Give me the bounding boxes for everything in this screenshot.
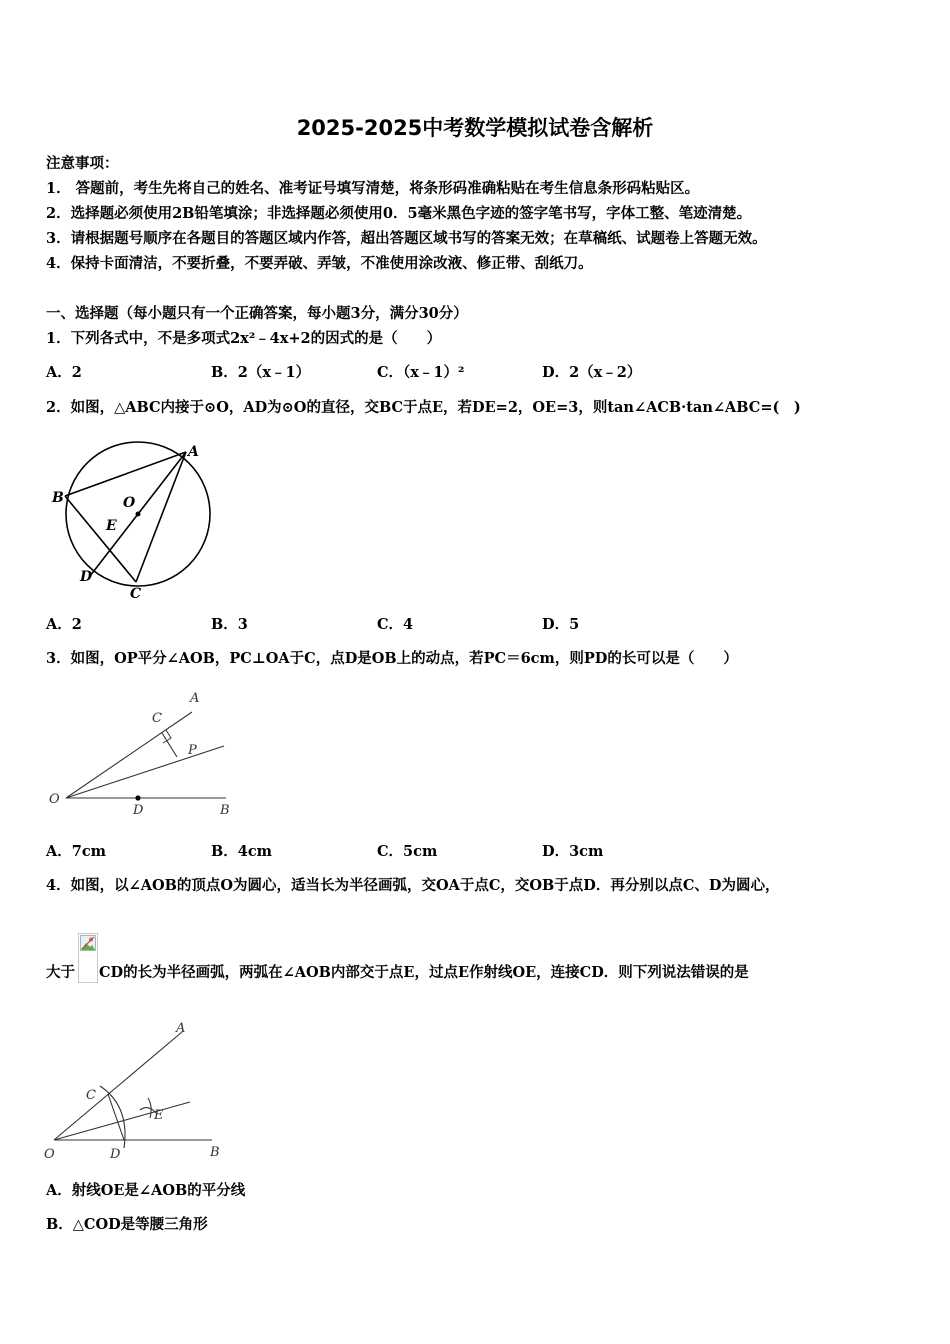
- question-4-stem-prefix: 大于: [46, 964, 75, 981]
- q4-label-e: E: [154, 1108, 164, 1123]
- q2-label-d: D: [80, 569, 93, 585]
- q4-figure: [40, 1014, 240, 1168]
- broken-image-icon: [78, 933, 98, 983]
- notice-item: 1． 答题前，考生先将自己的姓名、准考证号填写清楚，将条形码准确粘贴在考生信息条形码粘贴区。: [46, 180, 700, 197]
- question-4-stem: 4．如图，以∠AOB的顶点O为圆心，适当长为半径画弧，交OA于点C，交OB于点D．再分别以点C、D为圆心，: [46, 877, 780, 894]
- q3-label-p: P: [188, 743, 197, 758]
- q4-label-c: C: [86, 1088, 96, 1103]
- q3-option-b: B．4cm: [211, 843, 273, 860]
- notice-item: 4．保持卡面清洁，不要折叠，不要弄破、弄皱，不准使用涂改液、修正带、刮纸刀。: [46, 255, 593, 272]
- q2-label-e: E: [106, 518, 117, 534]
- q3-label-o: O: [49, 792, 60, 807]
- question-3-stem: 3．如图，OP平分∠AOB，PC⊥OA于C，点D是OB上的动点，若PC＝6cm，则PD的长可以是（ ）: [46, 650, 738, 667]
- q3-figure: [40, 684, 250, 828]
- q2-option-c: C．4: [377, 616, 414, 633]
- q2-option-b: B．3: [211, 616, 248, 633]
- q3-label-a: A: [190, 691, 200, 706]
- q2-figure: [40, 432, 230, 606]
- notice-heading: 注意事项：: [46, 155, 119, 172]
- notice-item: 2．选择题必须使用2B铅笔填涂；非选择题必须使用0．5毫米黑色字迹的签字笔书写，字体工整、笔迹清楚。: [46, 205, 752, 222]
- q2-label-b: B: [52, 490, 64, 506]
- q1-option-b: B．2（x﹣1）: [211, 364, 311, 381]
- q2-label-c: C: [130, 586, 142, 602]
- q3-label-b: B: [220, 803, 230, 818]
- q3-label-d: D: [133, 803, 144, 818]
- q3-option-d: D．3cm: [542, 843, 604, 860]
- q2-option-d: D．5: [542, 616, 580, 633]
- q1-option-c: C．（x﹣1）²: [377, 364, 465, 381]
- q4-label-o: O: [44, 1147, 55, 1162]
- q3-option-a: A．7cm: [46, 843, 107, 860]
- q4-label-d: D: [110, 1147, 121, 1162]
- q1-option-d: D．2（x﹣2）: [542, 364, 642, 381]
- q2-label-o: O: [123, 495, 136, 511]
- q1-option-a: A．2: [46, 364, 82, 381]
- q4-option-b: B．△COD是等腰三角形: [46, 1216, 208, 1233]
- q2-option-a: A．2: [46, 616, 82, 633]
- q2-label-a: A: [188, 444, 199, 460]
- q3-option-c: C．5cm: [377, 843, 438, 860]
- section-heading: 一、选择题（每小题只有一个正确答案，每小题3分，满分30分）: [46, 305, 468, 322]
- question-1-stem: 1．下列各式中，不是多项式2x²﹣4x+2的因式的是（ ）: [46, 330, 442, 347]
- q3-label-c: C: [152, 711, 162, 726]
- question-4-stem-cont: CD的长为半径画弧，两弧在∠AOB内部交于点E，过点E作射线OE，连接CD．则下列说法错误的是: [99, 964, 749, 981]
- q4-label-a: A: [176, 1021, 186, 1036]
- q4-option-a: A．射线OE是∠AOB的平分线: [46, 1182, 246, 1199]
- notice-item: 3．请根据题号顺序在各题目的答题区域内作答，超出答题区域书写的答案无效；在草稿纸、试题卷上答题无效。: [46, 230, 767, 247]
- page-title: 2025-2025中考数学模拟试卷含解析: [296, 116, 654, 140]
- q4-label-b: B: [210, 1145, 220, 1160]
- question-2-stem: 2．如图，△ABC内接于⊙O，AD为⊙O的直径，交BC于点E，若DE=2，OE=3，则tan∠ACB·tan∠ABC=( ): [46, 399, 801, 416]
